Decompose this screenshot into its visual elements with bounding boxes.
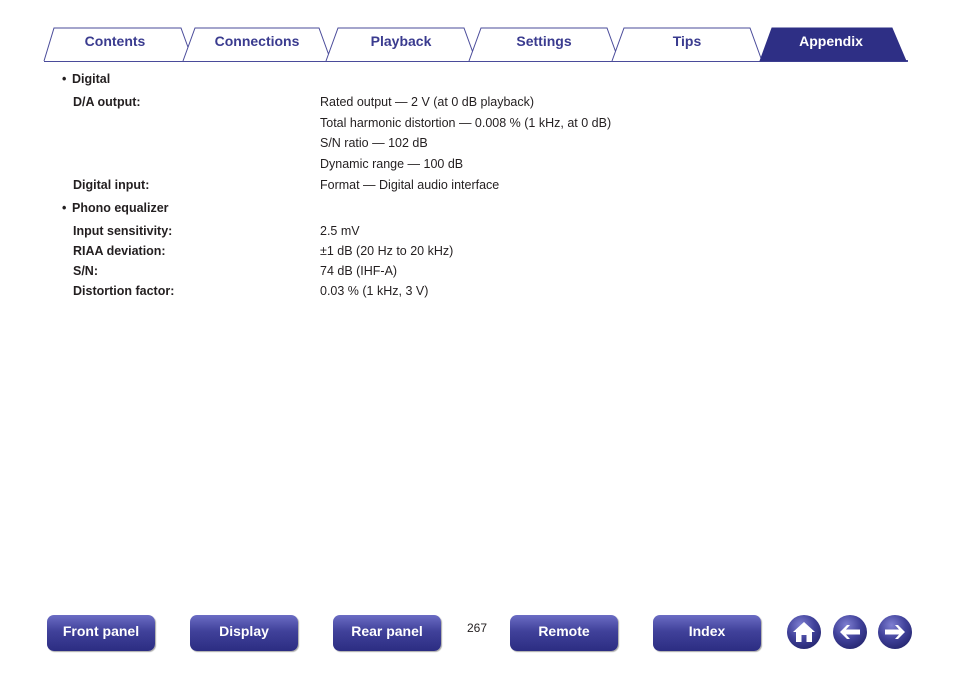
tab-playback[interactable]: Playback [370,33,432,49]
arrow-right-icon[interactable] [877,614,913,650]
section-heading-digital [62,70,110,88]
section-heading-text: Phono equalizer [72,201,169,215]
home-icon-graphic [786,614,822,650]
arrow-left-icon-graphic [832,614,868,650]
rear-panel-button[interactable]: Rear panel [333,615,441,651]
spec-value-dynamic-range: Dynamic range — 100 dB [320,157,464,171]
spec-value-riaa-deviation: ±1 dB (20 Hz to 20 kHz) [320,244,454,258]
spec-value-sn: 74 dB (IHF-A) [320,264,398,278]
page-number: 267 [466,621,488,635]
spec-value-rated-output: Rated output — 2 V (at 0 dB playback) [320,95,535,109]
spec-label-sn: S/N: [73,264,98,278]
section-heading-phono [62,199,169,217]
tab-tips[interactable]: Tips [672,33,702,49]
arrow-left-icon[interactable] [832,614,868,650]
spec-value-thd: Total harmonic distortion — 0.008 % (1 kHz, at 0 dB) [320,116,612,130]
spec-value-distortion-factor: 0.03 % (1 kHz, 3 V) [320,284,429,298]
spec-value-digital-input: Format — Digital audio interface [320,178,500,192]
spec-label-distortion-factor: Distortion factor: [73,284,175,298]
home-icon[interactable] [786,614,822,650]
spec-label-riaa-deviation: RIAA deviation: [73,244,166,258]
tab-appendix[interactable]: Appendix [799,33,863,49]
spec-label-digital-input: Digital input: [73,178,150,192]
spec-value-sn-ratio: S/N ratio — 102 dB [320,136,428,150]
bullet-icon: • [62,72,67,86]
tab-bar [0,0,954,64]
tab-contents[interactable]: Contents [84,33,146,49]
front-panel-button[interactable]: Front panel [47,615,155,651]
spec-label-da-output: D/A output: [73,95,141,109]
index-button[interactable]: Index [653,615,761,651]
tab-connections[interactable]: Connections [214,33,300,49]
arrow-right-icon-graphic [877,614,913,650]
spec-value-input-sensitivity: 2.5 mV [320,224,360,238]
remote-button[interactable]: Remote [510,615,618,651]
display-button[interactable]: Display [190,615,298,651]
tab-settings[interactable]: Settings [516,33,572,49]
section-heading-text: Digital [72,72,111,86]
bullet-icon: • [62,201,67,215]
spec-label-input-sensitivity: Input sensitivity: [73,224,173,238]
